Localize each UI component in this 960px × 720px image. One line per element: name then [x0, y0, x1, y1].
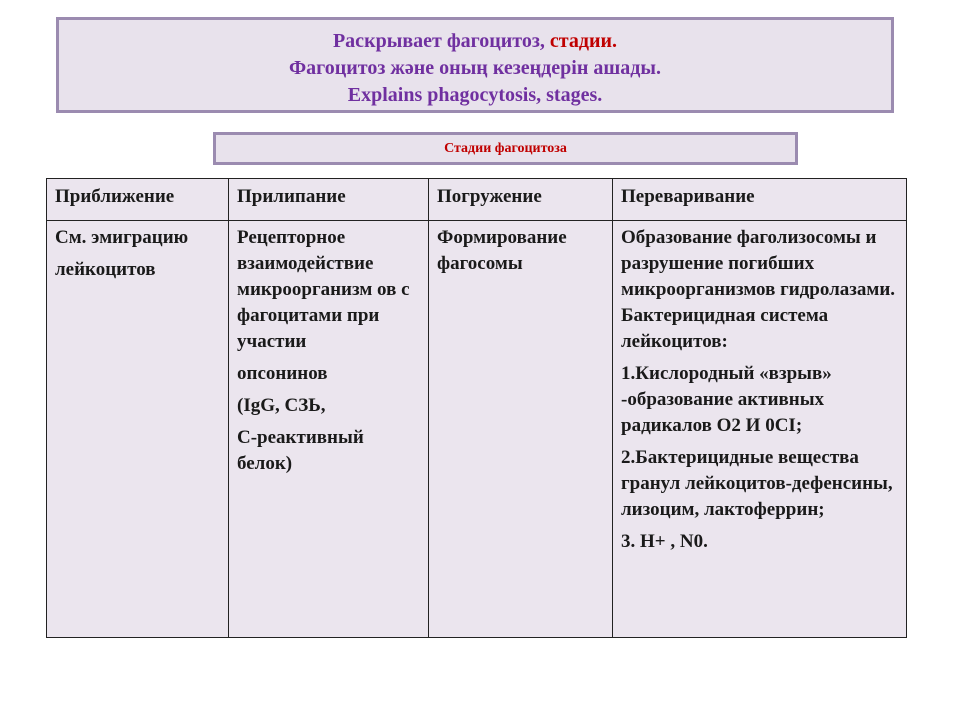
- cell-digestion-line: 1.Кислородный «взрыв» -образование активных радикалов О2 И 0СI;: [621, 363, 832, 436]
- title-line-3: Explains phagocytosis, stages.: [347, 84, 603, 106]
- cell-approach: [47, 221, 229, 638]
- cell-digestion-line: 2.Бактерицидные вещества гранул лейкоцитов-дефенсины, лизоцим, лактоферрин;: [621, 447, 893, 520]
- title-line-1: [59, 28, 891, 55]
- cell-adhesion-line: (IgG, СЗЬ,: [237, 395, 326, 416]
- title-line-1-accent: стадии.: [549, 30, 618, 52]
- cell-approach-line: См. эмиграцию: [55, 227, 189, 248]
- title-box: [56, 17, 894, 113]
- cell-adhesion-line: опсонинов: [237, 363, 328, 384]
- stages-table: [46, 178, 907, 638]
- header-immersion: Погружение: [429, 179, 613, 221]
- table-header-row: [47, 179, 907, 221]
- cell-immersion-line: Формирование фагосомы: [437, 227, 567, 274]
- cell-digestion-line: 3. Н+ , N0.: [621, 531, 708, 552]
- subtitle-box: [213, 132, 798, 165]
- header-adhesion: Прилипание: [229, 179, 429, 221]
- cell-digestion-line: Образование фаголизосомы и разрушение погибших микроорганизмов гидролазами. Бактерицидная система лейкоцитов:: [621, 227, 896, 352]
- subtitle-text: Стадии фагоцитоза: [444, 141, 567, 156]
- title-line-1-main: Раскрывает фагоцитоз,: [332, 30, 550, 52]
- cell-adhesion: [229, 221, 429, 638]
- cell-digestion: [613, 221, 907, 638]
- table-row: [47, 221, 907, 638]
- header-digestion: Переваривание: [613, 179, 907, 221]
- cell-adhesion-line: Рецепторное взаимодействие микроорганизм ов с фагоцитами при участии: [237, 227, 410, 352]
- cell-approach-line: лейкоцитов: [55, 259, 156, 280]
- cell-adhesion-line: С-реактивный белок): [237, 427, 364, 474]
- header-approach: Приближение: [47, 179, 229, 221]
- cell-immersion: [429, 221, 613, 638]
- title-line-2: Фагоцитоз және оның кезеңдерін ашады.: [288, 57, 661, 79]
